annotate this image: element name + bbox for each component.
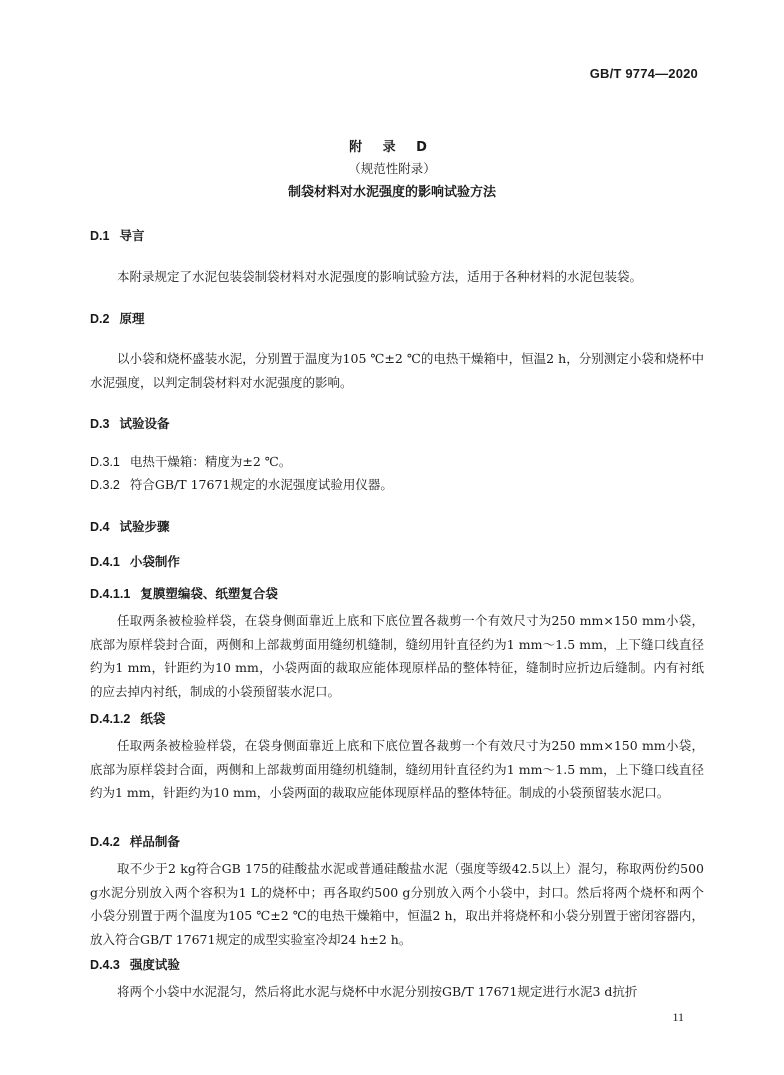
annex-label: 附 录 D [349,140,435,155]
item-number: D.3.2 [90,478,120,492]
section-title: 导言 [119,228,145,243]
paragraph-d43: 将两个小袋中水泥混匀，然后将此水泥与烧杯中水泥分别按GB/T 17671规定进行水泥3 d抗折 [117,984,638,999]
annex-type: （规范性附录） [348,161,436,176]
paragraph-d42: 取不少于2 kg符合GB 175的硅酸盐水泥或普通硅酸盐水泥（强度等级42.5以上）混匀，称取两份约500 g水泥分别放入两个容积为1 L的烧杯中；再各取约500 g分别放入两个小袋中，封口。然后将两个烧杯和两个小袋分别置于两个温度为105 ℃±2 ℃的电热干燥箱中，恒温2 h，取出并将烧杯和小袋分别置于密闭容器内，放入符合GB/T 17671规定的成型实验室冷却24 h±2 h。 [90,861,704,947]
paragraph-d411: 任取两条被检验样袋，在袋身侧面靠近上底和下底位置各裁剪一个有效尺寸为250 mm×150 mm小袋，底部为原样袋封合面，两侧和上部裁剪面用缝纫机缝制，缝纫用针直径约为1 mm～1.5 mm，上下缝口线直径约为1 mm，针距约为10 mm，小袋两面的裁取应能体现原样品的整体特征，缝制时应折边后缝制。内有衬纸的应去掉内衬纸，制成的小袋预留装水泥口。 [90,613,704,699]
annex-title: 制袋材料对水泥强度的影响试验方法 [287,185,496,200]
section-heading-d1 [90,226,144,244]
paragraph-d1: 本附录规定了水泥包装袋制袋材料对水泥强度的影响试验方法，适用于各种材料的水泥包装袋。 [117,269,643,284]
section-title: 强度试验 [129,957,180,972]
item-number: D.3.1 [90,455,120,469]
section-number: D.4 [90,520,110,534]
standard-code: GB/T 9774—2020 [589,66,698,81]
item-d32 [90,475,393,493]
section-heading-d41 [90,552,180,570]
section-number: D.1 [90,229,110,243]
paragraph-d2: 以小袋和烧杯盛装水泥，分别置于温度为105 ℃±2 ℃的电热干燥箱中，恒温2 h，分别测定小袋和烧杯中水泥强度，以判定制袋材料对水泥强度的影响。 [90,351,704,390]
section-title: 试验设备 [119,416,170,431]
section-heading-d42 [90,832,180,850]
section-title: 复膜塑编袋、纸塑复合袋 [140,586,278,601]
section-number: D.4.3 [90,958,120,972]
section-heading-d412 [90,709,165,727]
section-title: 纸袋 [140,711,166,726]
item-text: 电热干燥箱：精度为±2 ℃。 [129,454,292,469]
section-title: 原理 [119,311,145,326]
paragraph-d412: 任取两条被检验样袋，在袋身侧面靠近上底和下底位置各裁剪一个有效尺寸为250 mm×150 mm小袋，底部为原样袋封合面，两侧和上部裁剪面用缝纫机缝制，缝纫用针直径约为1 mm～1.5 mm，上下缝口线直径约为1 mm，针距约为10 mm，小袋两面的裁取应能体现原样品的整体特征。制成的小袋预留装水泥口。 [90,738,704,800]
section-heading-d411 [90,584,278,602]
section-heading-d43 [90,955,180,973]
section-title: 试验步骤 [119,519,170,534]
section-number: D.4.2 [90,835,120,849]
section-title: 小袋制作 [129,554,180,569]
section-number: D.4.1.2 [90,712,131,726]
section-heading-d3 [90,414,169,432]
section-number: D.2 [90,312,110,326]
section-number: D.3 [90,417,110,431]
section-title: 样品制备 [129,834,180,849]
section-heading-d2 [90,309,144,327]
section-number: D.4.1.1 [90,587,131,601]
item-d31 [90,452,291,470]
item-text: 符合GB/T 17671规定的水泥强度试验用仪器。 [129,477,393,492]
section-number: D.4.1 [90,555,120,569]
section-heading-d4 [90,517,169,535]
page-number: 11 [672,1010,684,1024]
